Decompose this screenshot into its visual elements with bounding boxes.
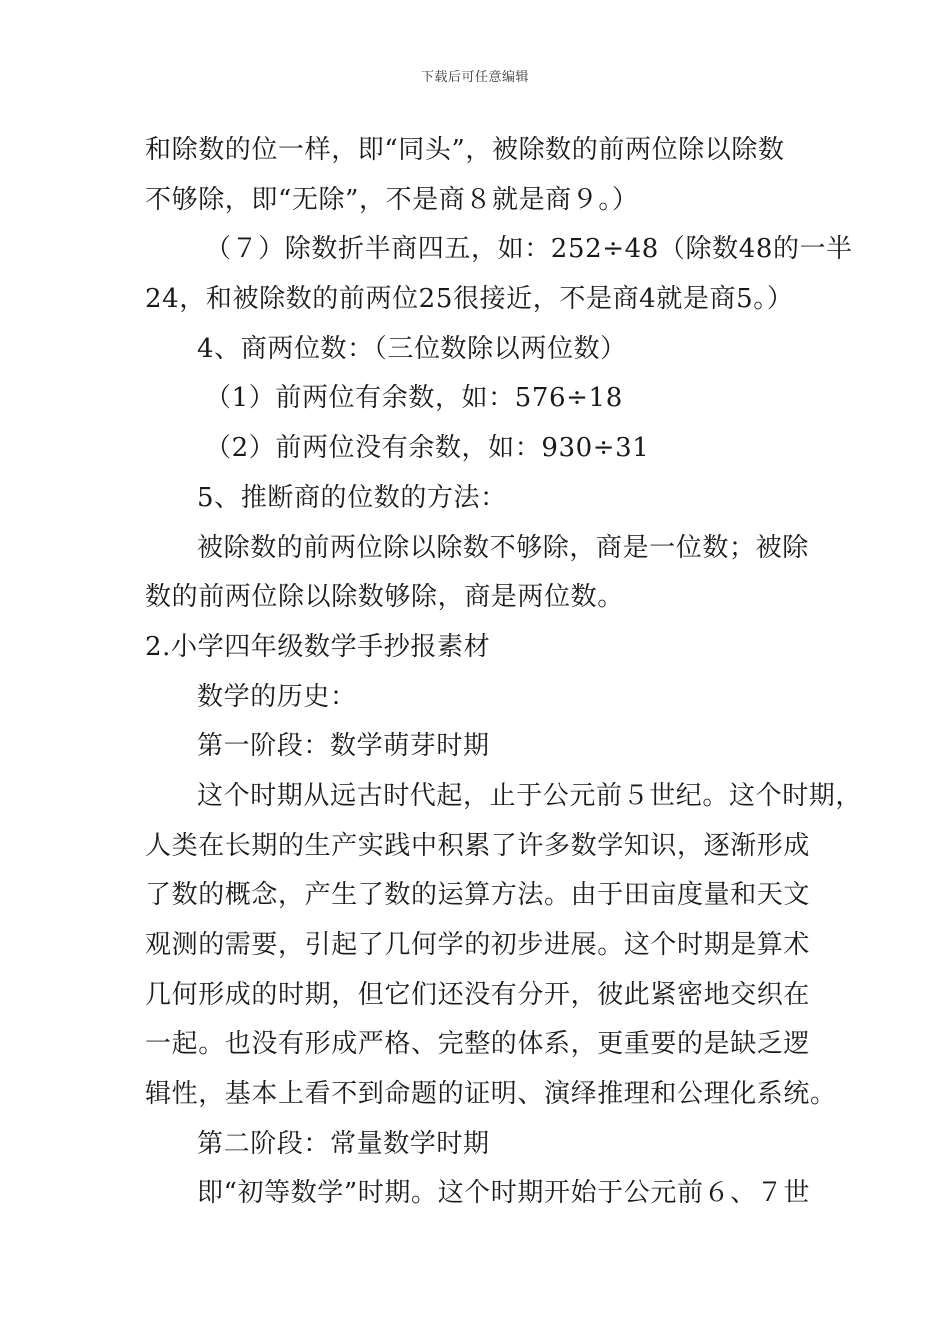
- text-line: 人类在长期的生产实践中积累了许多数学知识，逐渐形成: [145, 830, 811, 861]
- text-line: 即“初等数学”时期。这个时期开始于公元前６、７世: [197, 1178, 810, 1209]
- subheading: 第二阶段：常量数学时期: [197, 1128, 490, 1159]
- text-line: 不够除，即“无除”，不是商８就是商９。）: [145, 184, 639, 215]
- document-body: [145, 126, 863, 1219]
- text-line: 一起。也没有形成严格、完整的体系，更重要的是缺乏逻: [145, 1029, 811, 1060]
- section-heading: 2.小学四年级数学手抄报素材: [145, 631, 491, 662]
- text-line: 数的前两位除以除数够除，商是两位数。: [145, 582, 624, 613]
- text-line: 这个时期从远古时代起，止于公元前５世纪。这个时期，: [197, 780, 863, 811]
- text-line: 和除数的位一样，即“同头”，被除数的前两位除以除数: [145, 135, 785, 165]
- text-line: 几何形成的时期，但它们还没有分开，彼此紧密地交织在: [145, 979, 811, 1010]
- text-line: 观测的需要，引起了几何学的初步进展。这个时期是算术: [145, 930, 811, 960]
- text-line: 了数的概念，产生了数的运算方法。由于田亩度量和天文: [145, 880, 811, 911]
- text-line: （７）除数折半商四五，如：252÷48（除数48的一半: [205, 234, 853, 265]
- text-line: （1）前两位有余数，如：576÷18: [205, 383, 623, 414]
- text-line: 4、商两位数：（三位数除以两位数）: [197, 333, 627, 364]
- page-header: 下载后可任意编辑: [420, 70, 529, 85]
- text-line: 辑性，基本上看不到命题的证明、演绎推理和公理化系统。: [145, 1079, 837, 1110]
- text-line: 被除数的前两位除以除数不够除，商是一位数；被除: [197, 532, 809, 563]
- text-line: 5、推断商的位数的方法：: [197, 482, 507, 513]
- subheading: 第一阶段：数学萌芽时期: [197, 731, 490, 762]
- text-line: 24，和被除数的前两位25很接近，不是商4就是商5。）: [145, 284, 794, 315]
- subheading: 数学的历史：: [197, 681, 357, 712]
- text-line: （2）前两位没有余数，如：930÷31: [205, 433, 650, 464]
